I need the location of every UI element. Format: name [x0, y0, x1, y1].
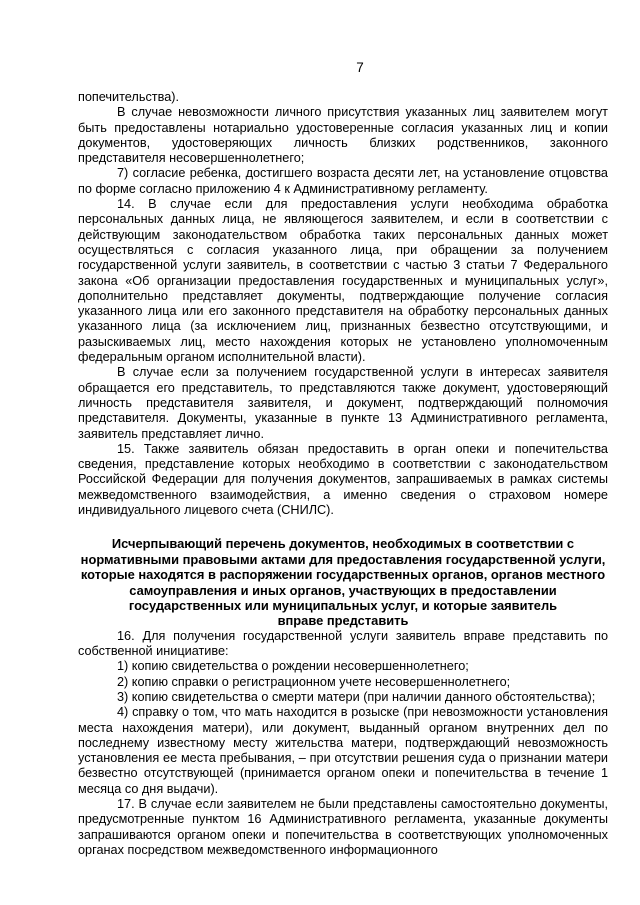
paragraph: попечительства).: [78, 90, 180, 104]
section-heading: [78, 536, 608, 628]
list-item: 3) копию свидетельства о смерти матери (при наличии данного обстоятельства);: [117, 689, 596, 704]
paragraph-item-16: 16. Для получения государственной услуги заявитель вправе представить по собственной инициативе:: [78, 628, 608, 659]
section-heading-line: самоуправления и иных органов, участвующих в предоставлении: [129, 582, 557, 598]
paragraph-item-17: 17. В случае если заявителем не были представлены самостоятельно документы, предусмотренные пунктом 16 Административного регламента, указанные документы запрашиваются органом опеки и попечительства в соответствующих уполномоченных органах посредством межведомственного информационного: [78, 797, 608, 857]
list-item: 2) копию справки о регистрационном учете несовершеннолетнего;: [117, 674, 511, 689]
paragraph-item-15: 15. Также заявитель обязан предоставить в орган опеки и попечительства сведения, представление которых необходимо в соответствии с законодательством Российской Федерации для получения документов, запрашиваемых в рамках системы межведомственного взаимодействия, а именно сведения о страховом номере индивидуального лицевого счета (СНИЛС).: [78, 441, 608, 518]
paragraph-item-14: 14. В случае если для предоставления услуги необходима обработка персональных данных лица, не являющегося заявителем, и если в соответствии с действующим законодательством обработка таких персональных данных может осуществляться с согласия указанного лица, при обращении за получением государственной услуги заявитель, в соответствии с частью 3 статьи 7 Федерального закона «Об организации предоставления государственных и муниципальных услуг», дополнительно представляет документы, подтверждающие получение согласия указанного лица или его законного представителя на обработку персональных данных указанного лица (за исключением лиц, признанных безвестно отсутствующими, и разыскиваемых лиц, место нахождения которых не установлено уполномоченным федеральным органом исполнительной власти).: [78, 197, 608, 365]
list-item: 1) копию свидетельства о рождении несовершеннолетнего;: [117, 659, 469, 674]
paragraph: 7) согласие ребенка, достигшего возраста десяти лет, на установление отцовства по форме согласно приложению 4 к Административному регламенту.: [78, 166, 608, 196]
section-heading-line: нормативными правовыми актами для предоставления государственной услуги,: [80, 551, 606, 567]
paragraph: В случае если за получением государственной услуги в интересах заявителя обращается его представитель, то представляются также документ, удостоверяющий личность представителя заявителя, и документ, подтверждающий полномочия представителя. Документы, указанные в пункте 13 Административного регламента, заявитель представляет лично.: [78, 365, 608, 441]
section-heading-line: вправе представить: [277, 613, 409, 629]
section-heading-line: государственных или муниципальных услуг, и которые заявитель: [128, 597, 558, 613]
paragraphs-top: [78, 90, 608, 518]
paragraph: В случае невозможности личного присутствия указанных лиц заявителем могут быть предоставлены нотариально удостоверенные согласия указанных лиц и копии документов, удостоверяющих личность близких родственников, законного представителя несовершеннолетнего;: [78, 105, 608, 166]
list-item: 4) справку о том, что мать находится в розыске (при невозможности установления места нахождения матери), или документ, выданный органом внутренних дел по последнему известному месту жительства матери, подтверждающий невозможность установления ее места пребывания, – при отсутствии решения суда о признании матери безвестно отсутствующей (принимается органом опеки и попечительства в течение 1 месяца со дня выдачи).: [78, 705, 608, 796]
document-body: [78, 90, 608, 858]
section-heading-line: которые находятся в распоряжении государственных органов, органов местного: [80, 567, 606, 583]
section-heading-line: Исчерпывающий перечень документов, необходимых в соответствии с: [111, 536, 575, 552]
page-number: 7: [356, 60, 364, 75]
paragraphs-bottom: [78, 629, 608, 858]
